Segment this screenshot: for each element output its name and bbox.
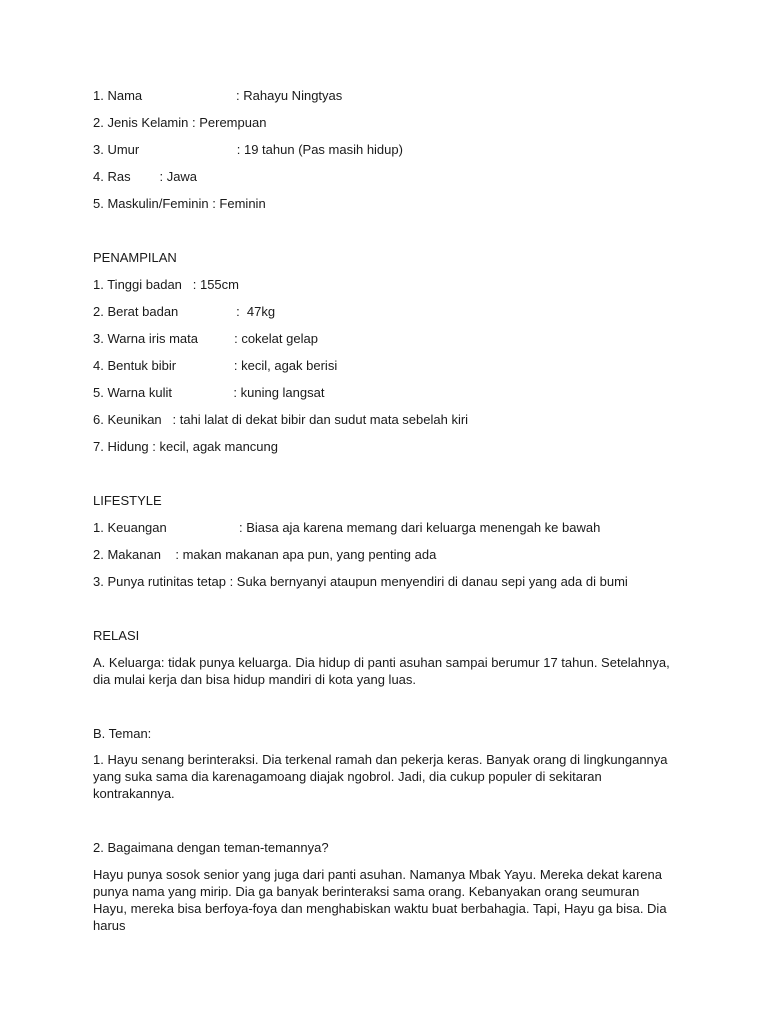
penampilan-item-kulit: 5. Warna kulit : kuning langsat [93,385,325,400]
lifestyle-item-keuangan: 1. Keuangan : Biasa aja karena memang dari keluarga menengah ke bawah [93,520,601,535]
section-heading-penampilan: PENAMPILAN [93,250,177,265]
identity-item-umur: 3. Umur : 19 tahun (Pas masih hidup) [93,142,403,157]
section-heading-lifestyle: LIFESTYLE [93,493,162,508]
penampilan-item-keunikan: 6. Keunikan : tahi lalat di dekat bibir dan sudut mata sebelah kiri [93,412,469,427]
relasi-teman-2-heading: 2. Bagaimana dengan teman-temannya? [93,840,329,855]
penampilan-item-hidung: 7. Hidung : kecil, agak mancung [93,439,278,454]
identity-item-ras: 4. Ras : Jawa [93,169,198,184]
identity-item-jenis-kelamin: 2. Jenis Kelamin : Perempuan [93,115,267,130]
penampilan-item-iris: 3. Warna iris mata : cokelat gelap [93,331,318,346]
identity-item-nama: 1. Nama : Rahayu Ningtyas [93,88,343,103]
relasi-keluarga-paragraph: A. Keluarga: tidak punya keluarga. Dia hidup di panti asuhan sampai berumur 17 tahun. Setelahnya, dia mulai kerja dan bisa hidup mandiri di kota yang luas. [93,655,670,687]
section-heading-relasi: RELASI [93,628,140,643]
relasi-teman-1-paragraph: 1. Hayu senang berinteraksi. Dia terkenal ramah dan pekerja keras. Banyak orang di lingkungannya yang suka sama dia karenagamoang diajak ngobrol. Jadi, dia cukup populer di sekitaran kontrakannya. [93,752,668,801]
relasi-teman-heading: B. Teman: [93,726,152,741]
relasi-teman-2-paragraph: Hayu punya sosok senior yang juga dari panti asuhan. Namanya Mbak Yayu. Mereka dekat karena punya nama yang mirip. Dia ga banyak berinteraksi sama orang. Kebanyakan orang seumuran Hayu, mereka bisa berfoya-foya dan menghabiskan waktu buat berbahagia. Tapi, Hayu ga bisa. Dia harus [93,867,667,933]
document-page [93,87,673,934]
penampilan-item-tinggi: 1. Tinggi badan : 155cm [93,277,239,292]
lifestyle-item-rutinitas: 3. Punya rutinitas tetap : Suka bernyanyi ataupun menyendiri di danau sepi yang ada di bumi [93,574,628,589]
lifestyle-item-makanan: 2. Makanan : makan makanan apa pun, yang penting ada [93,547,437,562]
penampilan-item-berat: 2. Berat badan : 47kg [93,304,276,319]
penampilan-item-bibir: 4. Bentuk bibir : kecil, agak berisi [93,358,338,373]
identity-item-maskulin-feminin: 5. Maskulin/Feminin : Feminin [93,196,266,211]
